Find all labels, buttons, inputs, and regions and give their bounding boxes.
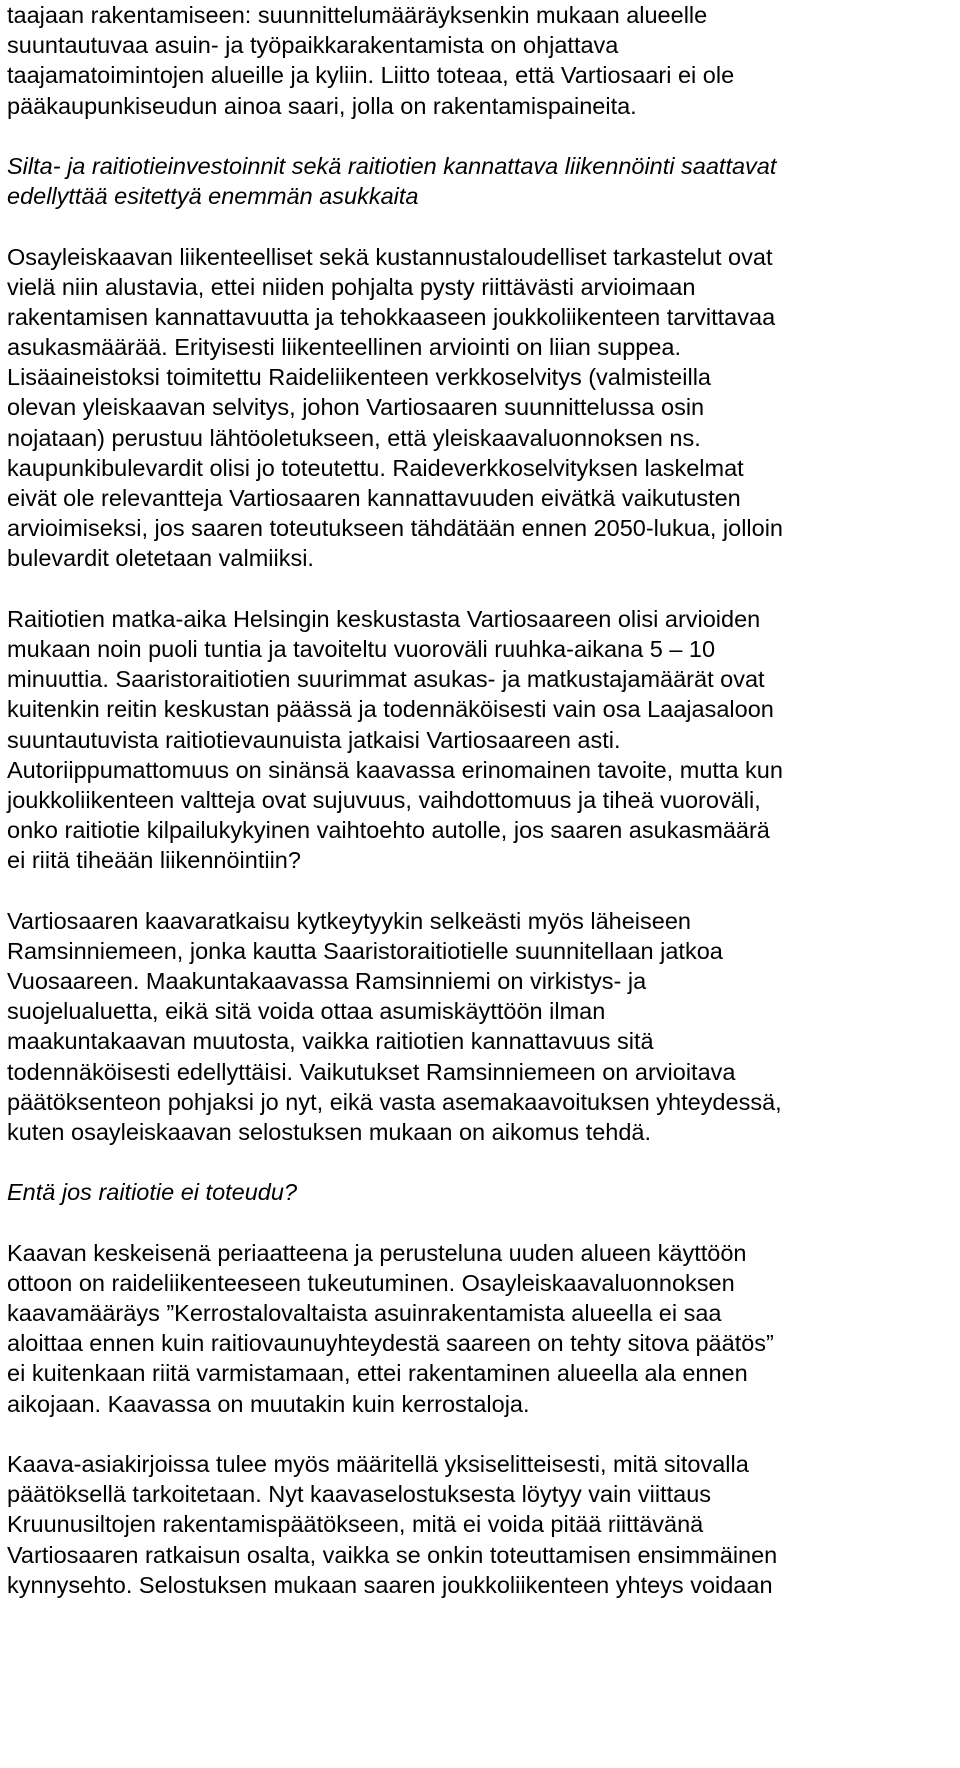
text-line: ei kuitenkaan riitä varmistamaan, ettei rakentaminen alueella ala ennen xyxy=(7,1360,748,1387)
text-line: Kaava-asiakirjoissa tulee myös määritellä yksiselitteisesti, mitä sitovalla xyxy=(7,1451,749,1477)
text-line: Vuosaareen. Maakuntakaavassa Ramsinniemi on virkistys- ja xyxy=(7,968,647,994)
text-line: onko raitiotie kilpailukykyinen vaihtoehto autolle, jos saaren asukasmäärä xyxy=(7,817,770,844)
text-line: taajaan rakentamiseen: suunnittelumääräyksenkin mukaan alueelle xyxy=(7,2,708,28)
text-line: Kruunusiltojen rakentamispäätökseen, mitä ei voida pitää riittävänä xyxy=(7,1511,704,1538)
heading-line: Silta- ja raitiotieinvestoinnit sekä raitiotien kannattava liikennöinti saattavat xyxy=(7,152,777,179)
text-line: suuntautuvista raitiotievaunuista jatkaisi Vartiosaareen asti. xyxy=(7,726,621,753)
text-line: maakuntakaavan muutosta, vaikka raitiotien kannattavuus sitä xyxy=(7,1028,654,1055)
text-line: päätöksenteon pohjaksi jo nyt, eikä vasta asemakaavoituksen yhteydessä, xyxy=(7,1088,782,1115)
text-line: ei riitä tiheään liikennöintiin? xyxy=(7,847,301,874)
text-line: bulevardit oletetaan valmiiksi. xyxy=(7,545,314,572)
text-line: vielä niin alustavia, ettei niiden pohjalta pysty riittävästi arvioimaan xyxy=(7,273,696,300)
paragraph-tram-travel-time xyxy=(7,604,953,876)
text-line: Lisäaineistoksi toimitettu Raideliikenteen verkkoselvitys (valmisteilla xyxy=(7,364,711,391)
paragraph-spacer xyxy=(7,1208,953,1238)
text-line: kuitenkin reitin keskustan päässä ja todennäköisesti vain osa Laajasaloon xyxy=(7,696,774,723)
intro-paragraph xyxy=(7,0,953,121)
paragraph-ramsinniemi xyxy=(7,906,953,1148)
document-page xyxy=(7,0,953,1600)
text-line: Osayleiskaavan liikenteelliset sekä kustannustaloudelliset tarkastelut ovat xyxy=(7,243,773,270)
text-line: mukaan noin puoli tuntia ja tavoiteltu vuoroväli ruuhka-aikana 5 – 10 xyxy=(7,635,716,662)
text-line: kaupunkibulevardit olisi jo toteutettu. Raideverkkoselvityksen laskelmat xyxy=(7,454,744,481)
text-line: olevan yleiskaavan selvitys, johon Vartiosaaren suunnittelussa osin xyxy=(7,394,705,421)
text-line: kuten osayleiskaavan selostuksen mukaan on aikomus tehdä. xyxy=(7,1118,652,1145)
paragraph-spacer xyxy=(7,211,953,241)
text-line: suojelualuetta, eikä sitä voida ottaa asumiskäyttöön ilman xyxy=(7,998,606,1025)
text-line: Ramsinniemeen, jonka kautta Saaristoraitiotielle suunnitellaan jatkoa xyxy=(7,937,723,964)
text-line: joukkoliikenteen valtteja ovat sujuvuus, vaihdottomuus ja tiheä vuoroväli, xyxy=(7,786,761,813)
text-line: minuuttia. Saaristoraitiotien suurimmat asukas- ja matkustajamäärät ovat xyxy=(7,666,765,693)
text-line: rakentamisen kannattavuutta ja tehokkaaseen joukkoliikenteen tarvittavaa xyxy=(7,303,776,330)
paragraph-spacer xyxy=(7,121,953,151)
section-heading-investments xyxy=(7,151,953,211)
text-line: aloittaa ennen kuin raitiovaunuyhteydestä saareen on tehty sitova päätös” xyxy=(7,1330,774,1357)
heading-line: edellyttää esitettyä enemmän asukkaita xyxy=(7,183,419,210)
paragraph-spacer xyxy=(7,1419,953,1449)
text-line: Raitiotien matka-aika Helsingin keskustasta Vartiosaareen olisi arvioiden xyxy=(7,605,761,632)
paragraph-plan-principle xyxy=(7,1238,953,1419)
text-line: taajamatoimintojen alueille ja kyliin. Liitto toteaa, että Vartiosaari ei ole xyxy=(7,62,735,89)
text-line: ottoon on raideliikenteeseen tukeutuminen. Osayleiskaavaluonnoksen xyxy=(7,1269,735,1296)
paragraph-binding-decision xyxy=(7,1449,953,1600)
text-line: kynnysehto. Selostuksen mukaan saaren joukkoliikenteen yhteys voidaan xyxy=(7,1571,773,1598)
text-line: Vartiosaaren ratkaisun osalta, vaikka se onkin toteuttamisen ensimmäinen xyxy=(7,1541,778,1568)
paragraph-spacer xyxy=(7,875,953,905)
text-line: Vartiosaaren kaavaratkaisu kytkeytyykin selkeästi myös läheiseen xyxy=(7,907,691,934)
text-line: aikojaan. Kaavassa on muutakin kuin kerrostaloja. xyxy=(7,1390,530,1417)
paragraph-spacer xyxy=(7,574,953,604)
text-line: Autoriippumattomuus on sinänsä kaavassa erinomainen tavoite, mutta kun xyxy=(7,756,783,783)
text-line: arvioimiseksi, jos saaren toteutukseen tähdätään ennen 2050-lukua, jolloin xyxy=(7,515,783,542)
section-heading-no-tram xyxy=(7,1177,953,1207)
paragraph-spacer xyxy=(7,1147,953,1177)
text-line: Kaavan keskeisenä periaatteena ja perusteluna uuden alueen käyttöön xyxy=(7,1239,747,1266)
paragraph-traffic-assessment xyxy=(7,242,953,574)
text-line: todennäköisesti edellyttäisi. Vaikutukset Ramsinniemeen on arvioitava xyxy=(7,1058,736,1085)
text-line: nojataan) perustuu lähtöoletukseen, että yleiskaavaluonnoksen ns. xyxy=(7,424,701,451)
text-line: asukasmäärää. Erityisesti liikenteellinen arviointi on liian suppea. xyxy=(7,334,682,361)
text-line: suuntautuvaa asuin- ja työpaikkarakentamista on ohjattava xyxy=(7,32,619,59)
heading-line: Entä jos raitiotie ei toteudu? xyxy=(7,1179,298,1206)
text-line: pääkaupunkiseudun ainoa saari, jolla on rakentamispaineita. xyxy=(7,92,637,119)
text-line: päätöksellä tarkoitetaan. Nyt kaavaselostuksesta löytyy vain viittaus xyxy=(7,1481,712,1508)
text-line: kaavamääräys ”Kerrostalovaltaista asuinrakentamista alueella ei saa xyxy=(7,1300,722,1327)
text-line: eivät ole relevantteja Vartiosaaren kannattavuuden eivätkä vaikutusten xyxy=(7,485,741,511)
